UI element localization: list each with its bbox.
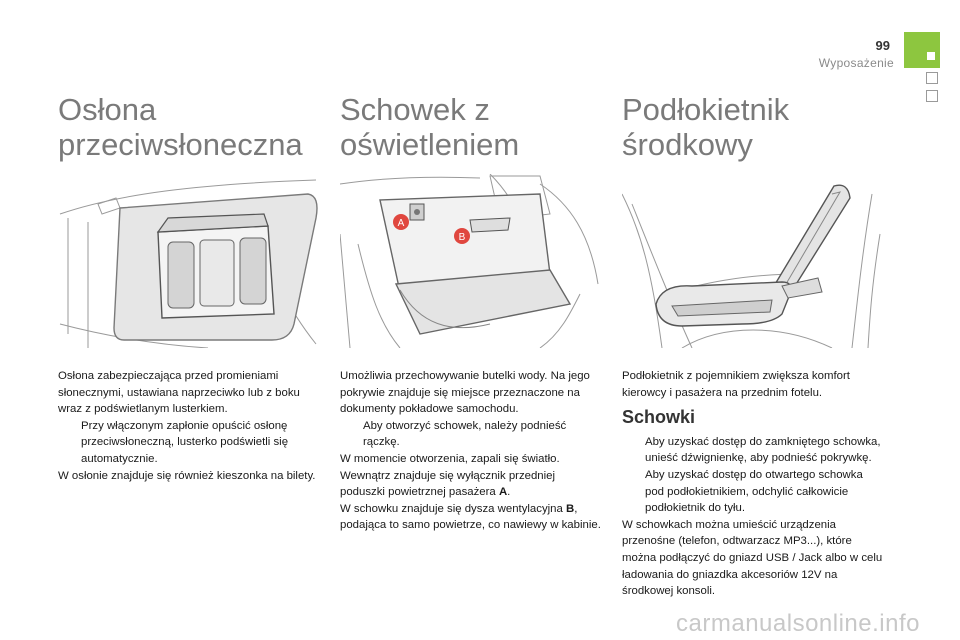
svg-text:B: B bbox=[458, 232, 466, 243]
chapter-tab-marker bbox=[926, 90, 938, 102]
armrest-text bbox=[622, 368, 884, 600]
armrest-section bbox=[622, 92, 884, 598]
sun-visor-section bbox=[58, 92, 320, 482]
instruction-bullet: Aby uzyskać dostęp do zamkniętego schowka, unieść dźwignienkę, aby podnieść pokrywkę. bbox=[645, 435, 881, 465]
section-name: Wyposażenie bbox=[818, 56, 894, 70]
instruction-bullet: Aby uzyskać dostęp do otwartego schowka pod podłokietnikiem, odchylić całkowicie podłokietnik do tyłu. bbox=[645, 468, 863, 515]
sun-visor-text bbox=[58, 368, 320, 484]
instruction-bullet: Przy włączonym zapłonie opuścić osłonę przeciwsłoneczną, lusterko podświetli się automatycznie. bbox=[81, 419, 289, 465]
glovebox-illustration bbox=[340, 174, 600, 348]
instruction-bullet: Aby otworzyć schowek, należy podnieść rączkę. bbox=[363, 419, 567, 449]
watermark: carmanualsonline.info bbox=[676, 610, 920, 637]
paragraph: Podłokietnik z pojemnikiem zwiększa komfort kierowcy i pasażera na przednim fotelu. bbox=[622, 370, 850, 399]
section-title: Podłokietnik środkowy bbox=[622, 92, 790, 162]
storage-subheading: Schowki bbox=[622, 407, 696, 428]
armrest-illustration bbox=[622, 174, 882, 348]
paragraph: W schowku znajduje się dysza wentylacyjna B, podająca to samo powietrze, co nawiewy w kabinie. bbox=[340, 502, 601, 532]
paragraph: Umożliwia przechowywanie butelki wody. Na jego pokrywie znajduje się miejsce przeznaczone na dokumenty pokładowe samochodu. bbox=[340, 370, 590, 416]
svg-text:A: A bbox=[397, 218, 405, 229]
glovebox-section bbox=[340, 92, 602, 532]
paragraph: W osłonie znajduje się również kieszonka na bilety. bbox=[58, 469, 316, 482]
chapter-tab[interactable] bbox=[904, 32, 940, 68]
page-number: 99 bbox=[875, 38, 890, 53]
paragraph: W momencie otworzenia, zapali się światło. Wewnątrz znajduje się wyłącznik przedniej poduszki powietrznej pasażera A. bbox=[340, 452, 560, 499]
sun-visor-illustration bbox=[58, 174, 318, 348]
glovebox-text bbox=[340, 368, 602, 534]
paragraph: Osłona zabezpieczająca przed promieniami słonecznymi, ustawiana naprzeciwko lub z boku wraz z podświetlanym lusterkiem. bbox=[58, 370, 300, 416]
paragraph: W schowkach można umieścić urządzenia przenośne (telefon, odtwarzacz MP3...), które można podłączyć do gniazd USB / Jack albo w celu ładowania do gniazdka akcesoriów 12V na środkowej konsoli. bbox=[622, 518, 883, 598]
chapter-tab-marker bbox=[926, 72, 938, 84]
section-title: Schowek z oświetleniem bbox=[340, 92, 520, 162]
section-title: Osłona przeciwsłoneczna bbox=[58, 92, 303, 162]
